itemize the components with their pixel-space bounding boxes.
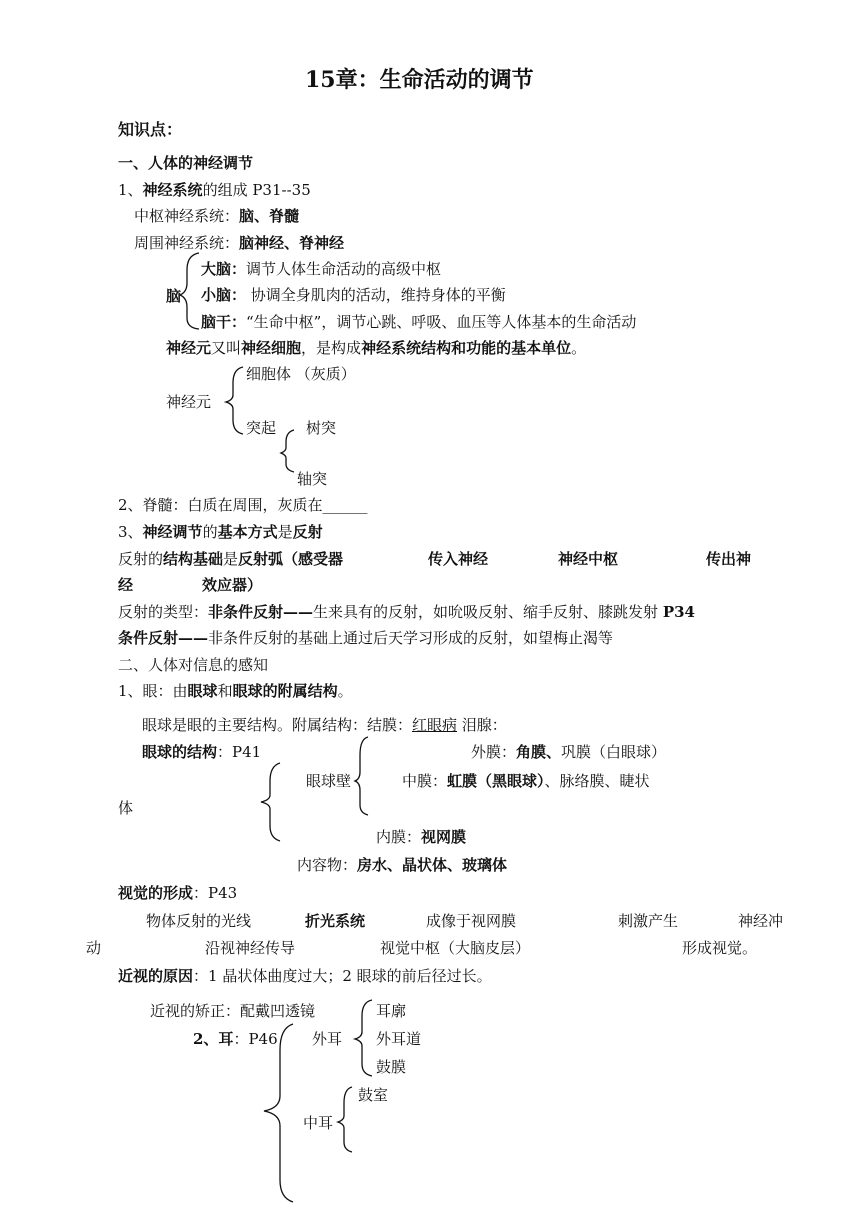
process-brace: [281, 430, 294, 472]
ear-brace: [264, 1024, 293, 1202]
vision-flow-stimulus: 刺激产生: [618, 912, 679, 930]
middle-ear-brace: [338, 1087, 352, 1152]
myopia-correction: 近视的矫正：配戴凹透镜: [150, 1002, 316, 1020]
brain-brace: [180, 253, 199, 329]
reflex-arc-line: 反射的结构基础是反射弧（感受器: [118, 550, 344, 568]
vision-flow-result: 形成视觉。: [682, 939, 758, 957]
afferent-nerve: 传入神经: [428, 550, 489, 568]
ciliary-body-char: 体: [118, 799, 134, 817]
outer-ear-brace: [355, 1000, 372, 1076]
eyewall-brace: [355, 737, 368, 815]
brainstem-line: 脑干：“生命中枢”，调节心跳、呼吸、血压等人体基本的生命活动: [201, 313, 637, 331]
vision-flow-impulse-cont: 动: [86, 939, 102, 957]
cell-body: 细胞体 （灰质）: [246, 365, 356, 383]
pinna-label: 耳廓: [376, 1002, 407, 1020]
brain-label: 脑: [166, 287, 182, 305]
vision-flow-nerve: 沿视神经传导: [205, 939, 296, 957]
spinal-cord-line: 2、脊髓：白质在周围，灰质在______: [118, 496, 368, 514]
eye-main-line: 眼球是眼的主要结构。附属结构：结膜：红眼病 泪腺：: [142, 716, 507, 734]
vision-flow-light: 物体反射的光线: [146, 912, 252, 930]
effector: 效应器）: [202, 576, 263, 594]
efferent-nerve-part1: 传出神: [706, 550, 752, 568]
vision-flow-image: 成像于视网膜: [426, 912, 517, 930]
tympanic-cavity-label: 鼓室: [358, 1086, 389, 1104]
middle-ear-label: 中耳: [303, 1114, 334, 1132]
nervous-system-line: 1、神经系统的组成 P31--35: [118, 181, 311, 199]
eye-line: 1、眼：由眼球和眼球的附属结构。: [118, 682, 353, 700]
cerebellum-line: 小脑： 协调全身肌肉的活动，维持身体的平衡: [201, 286, 506, 304]
outer-ear-label: 外耳: [312, 1030, 343, 1048]
contents-line: 内容物：房水、晶状体、玻璃体: [297, 856, 508, 874]
process-label: 突起: [246, 419, 277, 437]
reflex-types-line: 反射的类型：非条件反射——生来具有的反射，如吮吸反射、缩手反射、膝跳发射 P34: [118, 603, 695, 621]
efferent-nerve-part2: 经: [118, 576, 134, 594]
middle-membrane-line: 中膜：虹膜（黑眼球）、脉络膜、睫状: [402, 772, 650, 790]
section1-heading: 一、人体的神经调节: [118, 154, 254, 172]
outer-membrane-line: 外膜：角膜、巩膜（白眼球）: [471, 743, 667, 761]
dendrite-label: 树突: [306, 419, 337, 437]
vision-flow-center: 视觉中枢（大脑皮层）: [380, 939, 531, 957]
cerebrum-line: 大脑：调节人体生命活动的高级中枢: [201, 260, 442, 278]
vision-flow-impulse: 神经冲: [738, 912, 784, 930]
ear-canal-label: 外耳道: [376, 1030, 422, 1048]
knowledge-heading: 知识点：: [118, 120, 183, 139]
vision-flow-refraction: 折光系统: [305, 912, 366, 930]
section2-heading: 二、人体对信息的感知: [118, 656, 269, 674]
myopia-cause-line: 近视的原因：1 晶状体曲度过大；2 眼球的前后径过长。: [118, 967, 492, 985]
neuron-label: 神经元: [166, 393, 212, 411]
inner-membrane-line: 内膜：视网膜: [376, 828, 467, 846]
neuron-definition: 神经元又叫神经细胞，是构成神经系统结构和功能的基本单位。: [166, 339, 587, 357]
central-ns-line: 中枢神经系统：脑、脊髓: [134, 207, 300, 225]
vision-formation-line: 视觉的形成：P43: [118, 884, 238, 902]
eardrum-label: 鼓膜: [376, 1058, 407, 1076]
neuron-brace: [226, 367, 243, 434]
basic-mode-line: 3、神经调节的基本方式是反射: [118, 523, 323, 541]
conditioned-reflex-line: 条件反射——非条件反射的基础上通过后天学习形成的反射，如望梅止渴等: [118, 629, 614, 647]
ear-line: 2、耳：P46: [193, 1030, 278, 1048]
eyeball-wall-label: 眼球壁: [306, 772, 352, 790]
page-title: 15章：生命活动的调节: [305, 67, 534, 93]
eyeball-brace: [261, 763, 280, 841]
axon-label: 轴突: [297, 470, 328, 488]
peripheral-ns-line: 周围神经系统：脑神经、脊神经: [134, 234, 345, 252]
eye-structure-line: 眼球的结构：P41: [142, 743, 262, 761]
nerve-center: 神经中枢: [558, 550, 619, 568]
